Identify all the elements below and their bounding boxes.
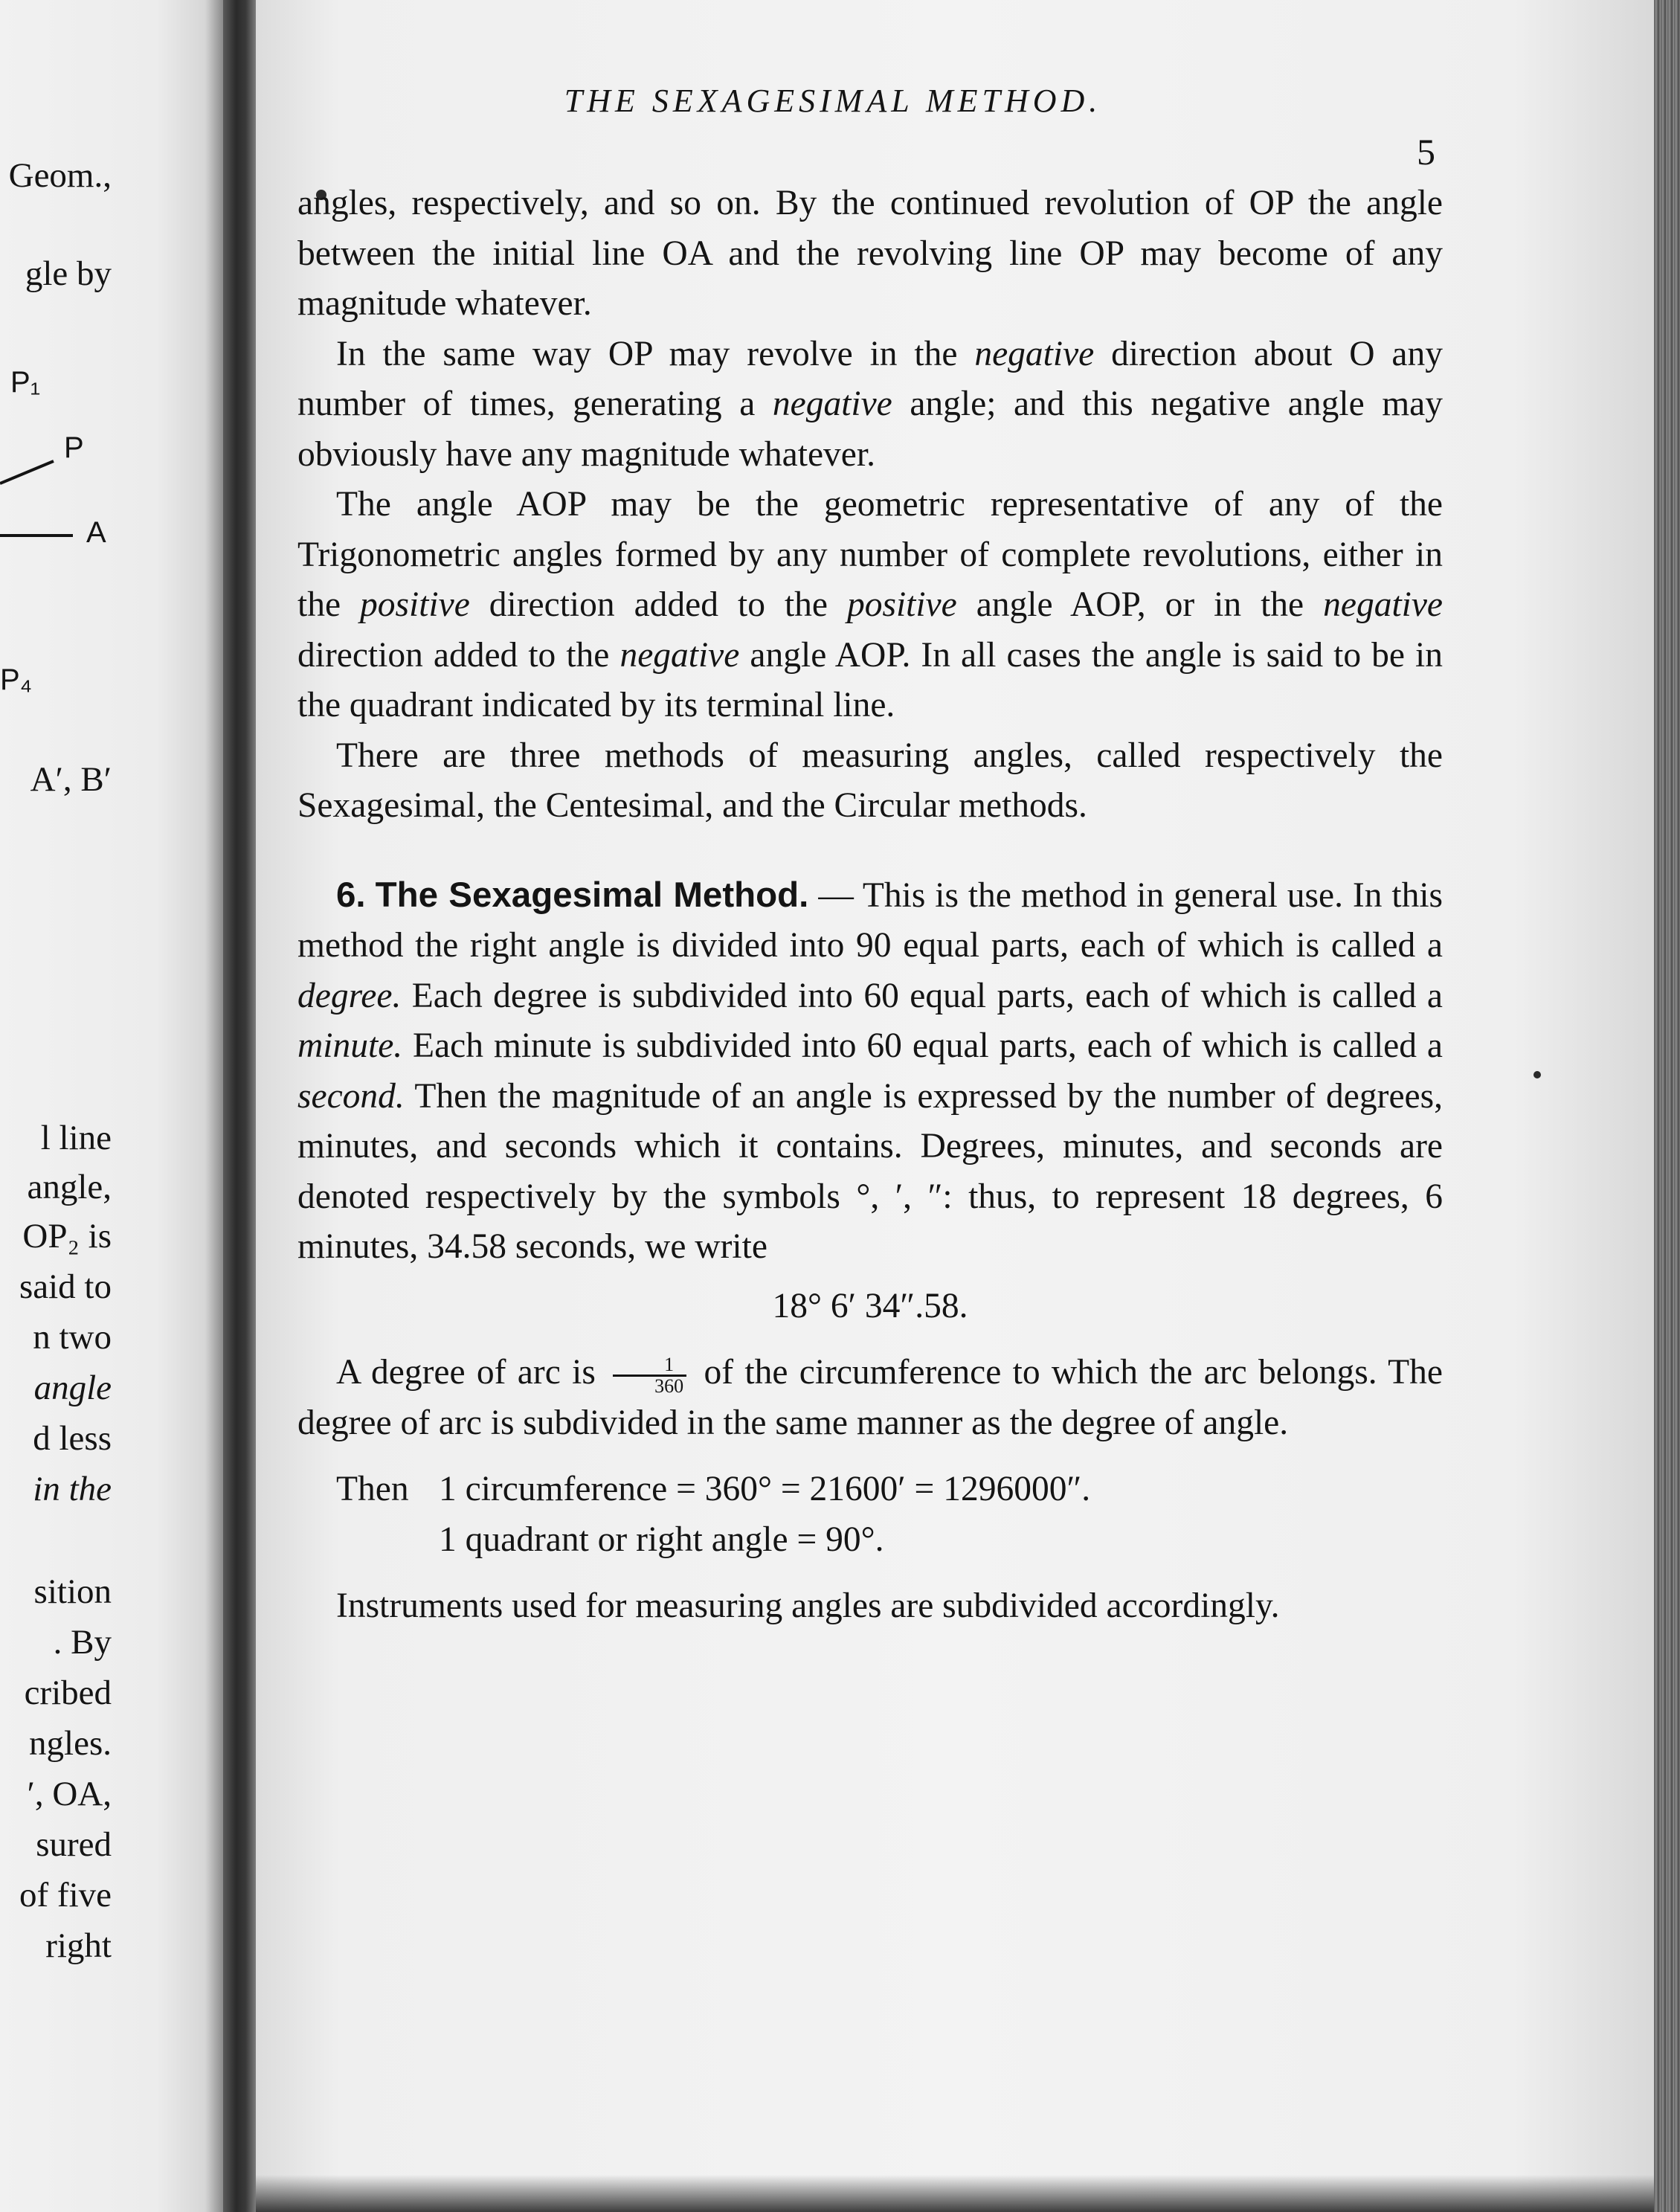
- text-run: The angle AOP may be the geometric representative of any of the Trigonometric angles formed by any number of complete revolutions, either in the: [297, 485, 1443, 624]
- fraction-denominator: 360: [654, 1375, 684, 1397]
- text-run: Then the magnitude of an angle is expressed by the number of degrees, minutes, and seconds which it contains. Degrees, minutes, and seconds are denoted respectively by the symbols °, ′, ″: thus, to represent 18 degrees, 6 minutes, 34.58 seconds, we write: [297, 1076, 1443, 1266]
- text-run: In the same way OP may revolve in the: [336, 334, 975, 373]
- equation-circumference: 1 circumference = 360° = 21600′ = 1296000″.: [439, 1470, 1091, 1508]
- italic-term: positive: [360, 585, 470, 624]
- left-text-fragment: ngles.: [29, 1724, 112, 1763]
- text-run: Each minute is subdivided into 60 equal parts, each of which is called a: [402, 1026, 1443, 1065]
- italic-term: negative: [619, 635, 740, 675]
- left-text-fragment: A′, B′: [30, 760, 112, 799]
- text-run: — This is the method in general use. In this method the right angle is divided into 90 equal parts, each of which is called a: [297, 875, 1444, 965]
- text-run: angle; and this negative angle may obviously have any magnitude whatever.: [297, 385, 1443, 474]
- left-text-fragment: sition: [33, 1572, 112, 1611]
- left-text-fragment: sured: [36, 1825, 112, 1864]
- italic-term: negative: [974, 334, 1095, 373]
- left-text-fragment: angle: [33, 1369, 112, 1407]
- book-gutter: [223, 0, 256, 2212]
- left-text-fragment: d less: [33, 1419, 112, 1458]
- left-text-fragment: cribed: [24, 1674, 112, 1712]
- italic-term: positive: [846, 585, 957, 624]
- text-run: of the circumference to which the arc belongs. The degree of arc is subdivided in the same manner as the degree of angle.: [297, 1353, 1443, 1442]
- page-bottom-shadow: [256, 2175, 1654, 2212]
- left-text-fragment: . By: [53, 1623, 112, 1662]
- page-number: 5: [1417, 131, 1435, 173]
- paragraph-three-methods: There are three methods of measuring angles, called respectively the Sexagesimal, the Centesimal, and the Circular methods.: [297, 736, 1443, 825]
- left-text-fragment: gle by: [25, 254, 112, 293]
- label-p4: P₄: [0, 663, 33, 696]
- running-header: THE SEXAGESIMAL METHOD.: [564, 83, 1102, 119]
- ink-speck: [1533, 1071, 1541, 1078]
- paragraph-degree-of-arc: [297, 1348, 1443, 1448]
- left-text-fragment: OP₂ is: [22, 1217, 112, 1255]
- section-number: 6.: [336, 875, 366, 915]
- left-page: [0, 0, 223, 2212]
- text-run: direction about O any number of times, generating a: [297, 334, 1443, 423]
- fraction-one-360: [613, 1355, 686, 1396]
- text-run: direction added to the: [469, 585, 847, 624]
- left-text-fragment: said to: [19, 1267, 112, 1306]
- text-run: angle AOP. In all cases the angle is said to be in the quadrant indicated by its terminal line.: [297, 635, 1443, 724]
- equation-quadrant: 1 quadrant or right angle = 90°.: [439, 1520, 884, 1559]
- text-run: angle AOP, or in the: [956, 585, 1324, 624]
- text-run: A degree of arc is: [336, 1353, 608, 1392]
- label-p1: P₁: [10, 366, 41, 399]
- paragraph-geometric-representative: [297, 480, 1443, 731]
- italic-term: negative: [772, 385, 892, 423]
- left-text-fragment: l line: [40, 1119, 112, 1157]
- left-text-fragment: right: [45, 1926, 112, 1965]
- left-text-fragment: of five: [19, 1876, 112, 1914]
- label-a: A: [86, 516, 106, 549]
- left-text-fragment: Geom.,: [8, 156, 112, 195]
- paragraph-continuation: angles, respectively, and so on. By the continued revolution of OP the angle between the initial line OA and the revolving line OP may become of any magnitude whatever.: [297, 184, 1443, 323]
- page-body: [297, 179, 1443, 1632]
- left-text-fragment: ′, OA,: [27, 1775, 112, 1813]
- left-text-fragment: n two: [33, 1318, 112, 1357]
- left-text-fragment: in the: [33, 1470, 112, 1508]
- italic-term: degree.: [297, 976, 402, 1015]
- italic-term: negative: [1323, 585, 1444, 624]
- text-run: direction added to the: [297, 635, 620, 675]
- equations-block: [297, 1465, 1443, 1565]
- left-text-fragment: angle,: [27, 1168, 112, 1206]
- section-6-sexagesimal: [297, 870, 1443, 1273]
- section-title: The Sexagesimal Method.: [375, 875, 809, 915]
- circle-figure: [0, 357, 126, 714]
- fraction-numerator: 1: [613, 1355, 686, 1377]
- then-label: Then: [336, 1470, 409, 1508]
- page-edge: [1654, 0, 1680, 2212]
- italic-term: second.: [297, 1076, 405, 1116]
- equation-spacer: [297, 1515, 439, 1566]
- text-run: Each degree is subdivided into 60 equal parts, each of which is called a: [401, 976, 1443, 1015]
- revolving-line-op: [0, 461, 54, 483]
- paragraph-instruments: Instruments used for measuring angles are subdivided accordingly.: [336, 1586, 1280, 1625]
- paragraph-negative-direction: [297, 329, 1443, 480]
- italic-term: minute.: [297, 1026, 403, 1065]
- example-notation: 18° 6′ 34″.58.: [772, 1286, 968, 1325]
- circle-diagram: [0, 357, 126, 714]
- label-p: P: [64, 431, 84, 464]
